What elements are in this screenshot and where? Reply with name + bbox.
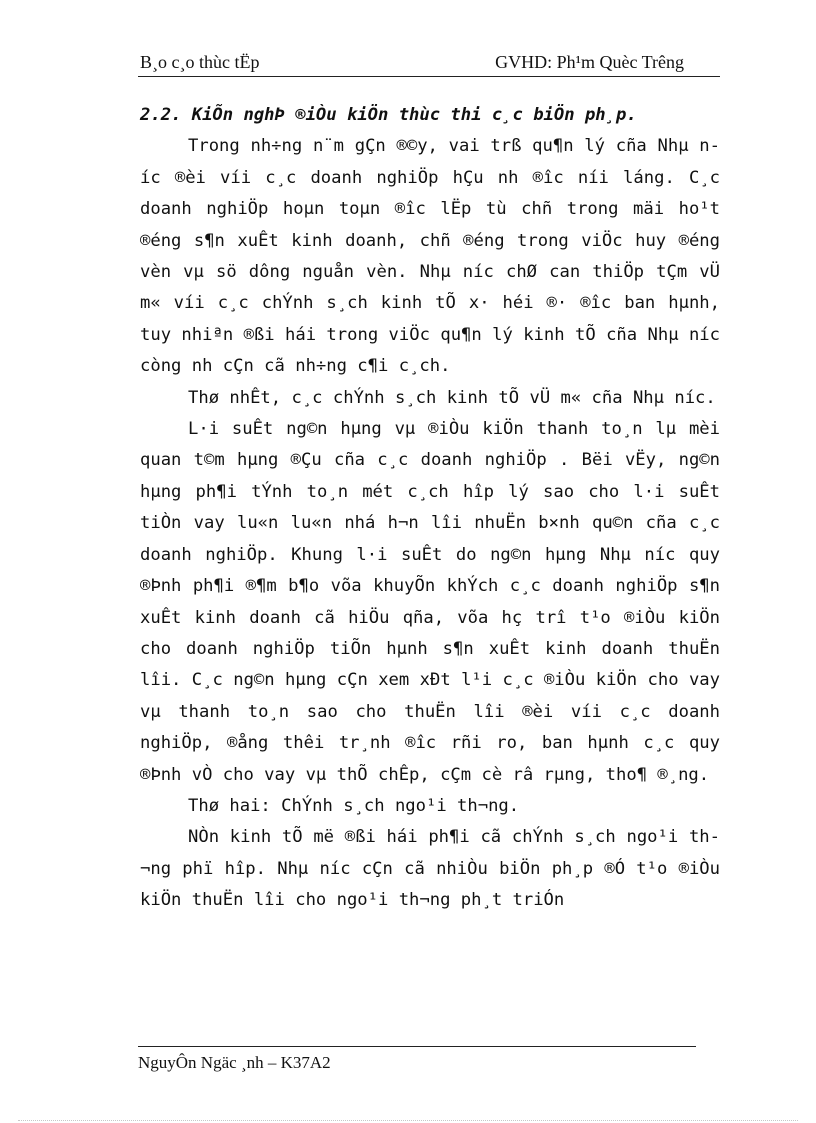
document-body xyxy=(140,100,720,917)
page-header xyxy=(138,52,720,77)
section-heading: 2.2. KiÕn nghÞ ®iÒu kiÖn thùc thi c¸c biÖn ph¸p. xyxy=(140,105,637,125)
page-footer xyxy=(138,1046,696,1073)
paragraph-2: Thø nhÊt, c¸c chÝnh s¸ch kinh tÕ vÜ m« cña Nhµ níc. xyxy=(188,387,716,408)
header-report-title: B¸o c¸o thùc tËp xyxy=(140,52,260,72)
paragraph-3: L·i suÊt ng©n hµng vµ ®iÒu kiÖn thanh to¸n lµ mèi quan t©m hµng ®Çu cña c¸c doanh nghiÖp . Bëi vËy, ng©n hµng ph¶i tÝnh to¸n mét c¸ch hîp lý sao cho l·i suÊt tiÒn vay lu«n lu«n nhá h¬n lîi nhuËn b×nh qu©n cña c¸c doanh nghiÖp. Khung l·i suÊt do ng©n hµng Nhµ níc quy ®Þnh ph¶i ®¶m b¶o võa khuyÕn khÝch c¸c doanh nghiÖp s¶n xuÊt kinh doanh cã hiÖu qña, võa hç trî t¹o ®iÒu kiÖn cho doanh nghiÖp tiÕn hµnh s¶n xuÊt kinh doanh thuËn lîi. C¸c ng©n hµng cÇn xem xÐt l¹i c¸c ®iÒu kiÖn cho vay vµ thanh to¸n sao cho thuËn lîi ®èi víi c¸c doanh nghiÖp, ®ång thêi tr¸nh ®îc rñi ro, ban hµnh c¸c quy ®Þnh vÒ cho vay vµ thÕ chÊp, cÇm cè râ rµng, tho¶ ®¸ng. xyxy=(140,419,720,785)
paragraph-5: NÒn kinh tÕ më ®ßi hái ph¶i cã chÝnh s¸ch ngo¹i th¬ng phï hîp. Nhµ níc cÇn cã nhiÒu biÖn ph¸p ®Ó t¹o ®iÒu kiÖn thuËn lîi cho ngo¹i th¬ng ph¸t triÓn xyxy=(140,827,720,911)
header-supervisor: GVHD: Ph¹m Quèc Trêng xyxy=(495,52,684,72)
paragraph-1: Trong nh÷ng n¨m gÇn ®©y, vai trß qu¶n lý cña Nhµ níc ®èi víi c¸c doanh nghiÖp hÇu nh ®îc níi láng. C¸c doanh nghiÖp hoµn toµn ®îc lËp tù chñ trong mäi ho¹t ®éng s¶n xuÊt kinh doanh, chñ ®éng trong viÖc huy ®éng vèn vµ sö dông nguån vèn. Nhµ níc chØ can thiÖp tÇm vÜ m« víi c¸c chÝnh s¸ch kinh tÕ x· héi ®· ®îc ban hµnh, tuy nhiªn ®ßi hái trong viÖc qu¶n lý kinh tÕ cña Nhµ níc còng nh cÇn cã nh÷ng c¶i c¸ch. xyxy=(140,136,720,377)
footer-author: NguyÔn Ngäc ¸nh – K37A2 xyxy=(138,1053,331,1072)
paragraph-4: Thø hai: ChÝnh s¸ch ngo¹i th¬ng. xyxy=(188,795,520,816)
page-bottom-divider xyxy=(18,1120,798,1121)
